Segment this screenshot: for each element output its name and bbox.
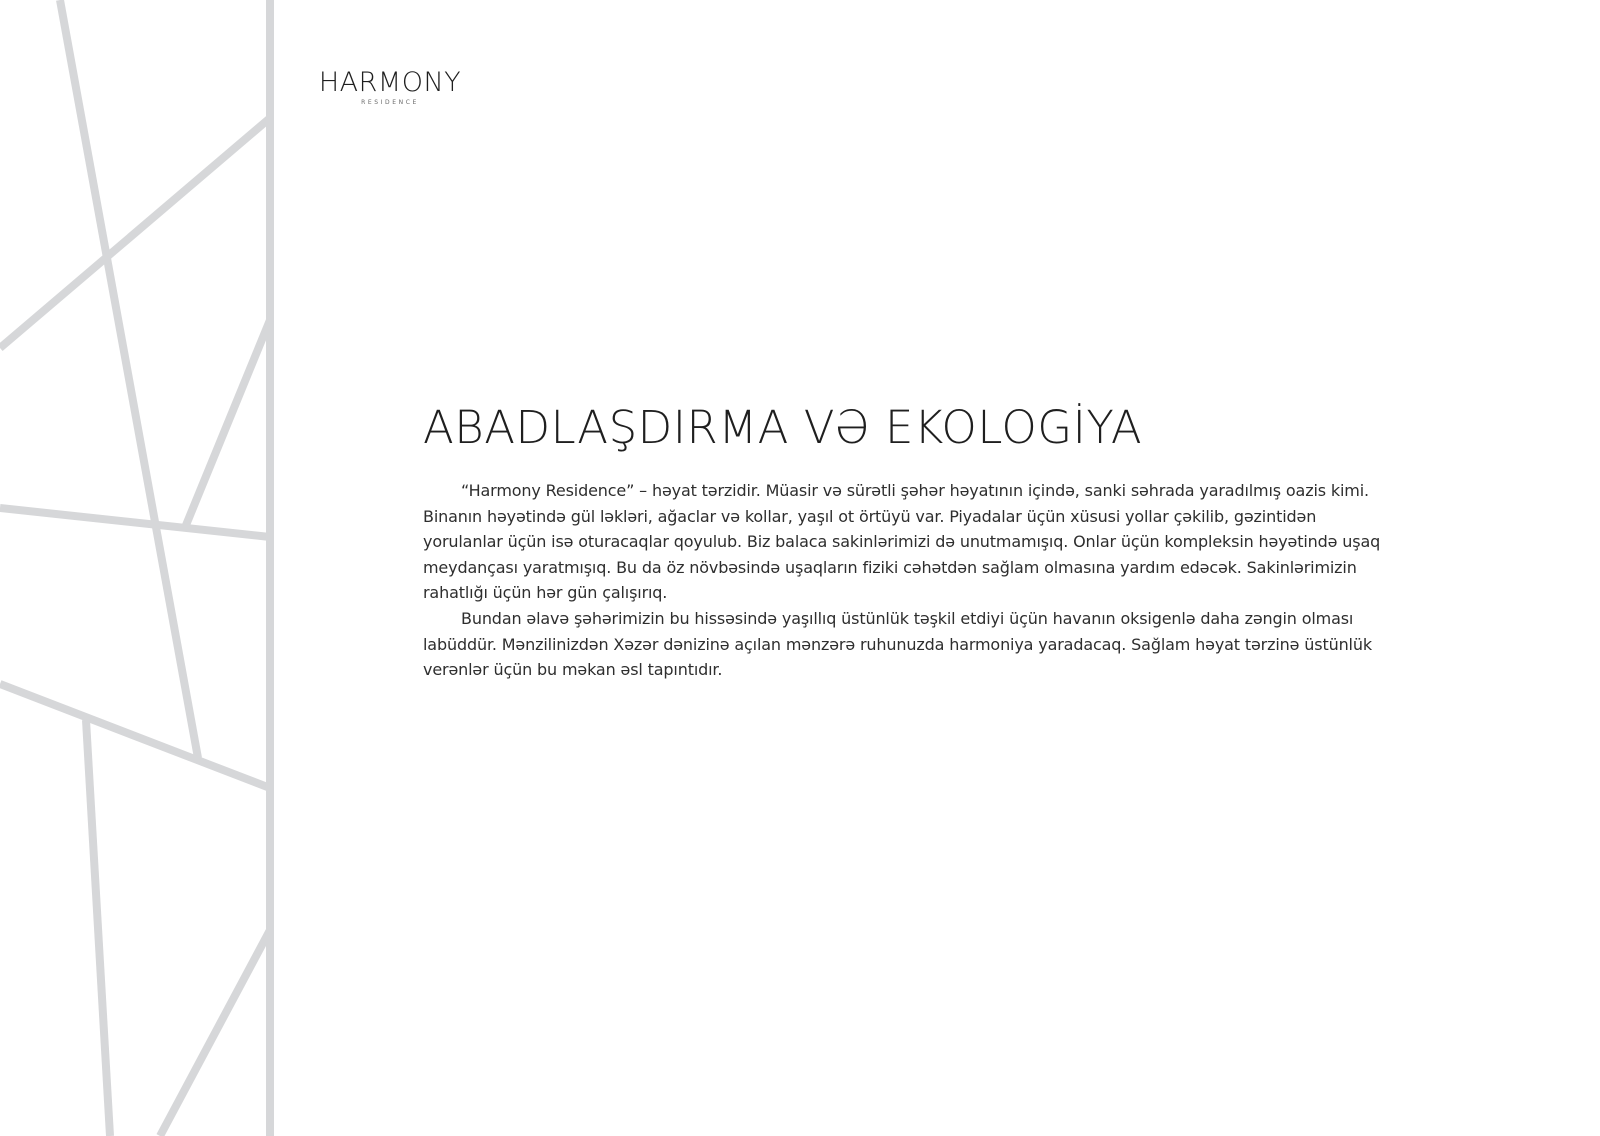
decorative-line-pattern <box>0 0 280 1136</box>
brand-tagline: RESIDENCE <box>361 99 419 106</box>
paragraph-intro: “Harmony Residence” – həyat tərzidir. Müasir və sürətli şəhər həyatının içində, sanki səhrada yaradılmış oazis kimi. Binanın həyətində gül ləkləri, ağaclar və kollar, yaşıl ot örtüyü var. Piyadalar üçün xüsusi yollar çəkilib, gəzintidən yorulanlar üçün isə oturacaqlar qoyulub. Biz balaca sakinlərimizi də unutmamışıq. Onlar üçün kompleksin həyətində uşaq meydançası yaratmışıq. Bu da öz növbəsində uşaqların fiziki cəhətdən sağlam olmasına yardım edəcək. Sakinlərimizin rahatlığı üçün hər gün çalışırıq. <box>423 481 1381 603</box>
pattern-line-mid-diagonal <box>184 320 270 530</box>
pattern-line-lower-cross <box>0 684 270 788</box>
pattern-line-horizontal <box>0 508 270 537</box>
page-title: ABADLAŞDIRMA VƏ EKOLOGİYA <box>423 401 1143 454</box>
pattern-line-bottom-diagonal <box>160 930 270 1136</box>
pattern-line-lower-vertical <box>86 720 110 1136</box>
brand-logo <box>310 68 470 107</box>
main-content <box>423 400 1383 683</box>
pattern-line-diagonal-long <box>60 0 198 758</box>
pattern-line-upper-cross <box>0 118 270 348</box>
paragraph-ecology: Bundan əlavə şəhərimizin bu hissəsində yaşıllıq üstünlük təşkil etdiyi üçün havanın oksigenlə daha zəngin olması labüddür. Mənzilinizdən Xəzər dənizinə açılan mənzərə ruhunuzda harmoniya yaradacaq. Sağlam həyat tərzinə üstünlük verənlər üçün bu məkan əsl tapıntıdır. <box>423 608 1372 680</box>
brand-name: HARMONY <box>318 67 462 98</box>
